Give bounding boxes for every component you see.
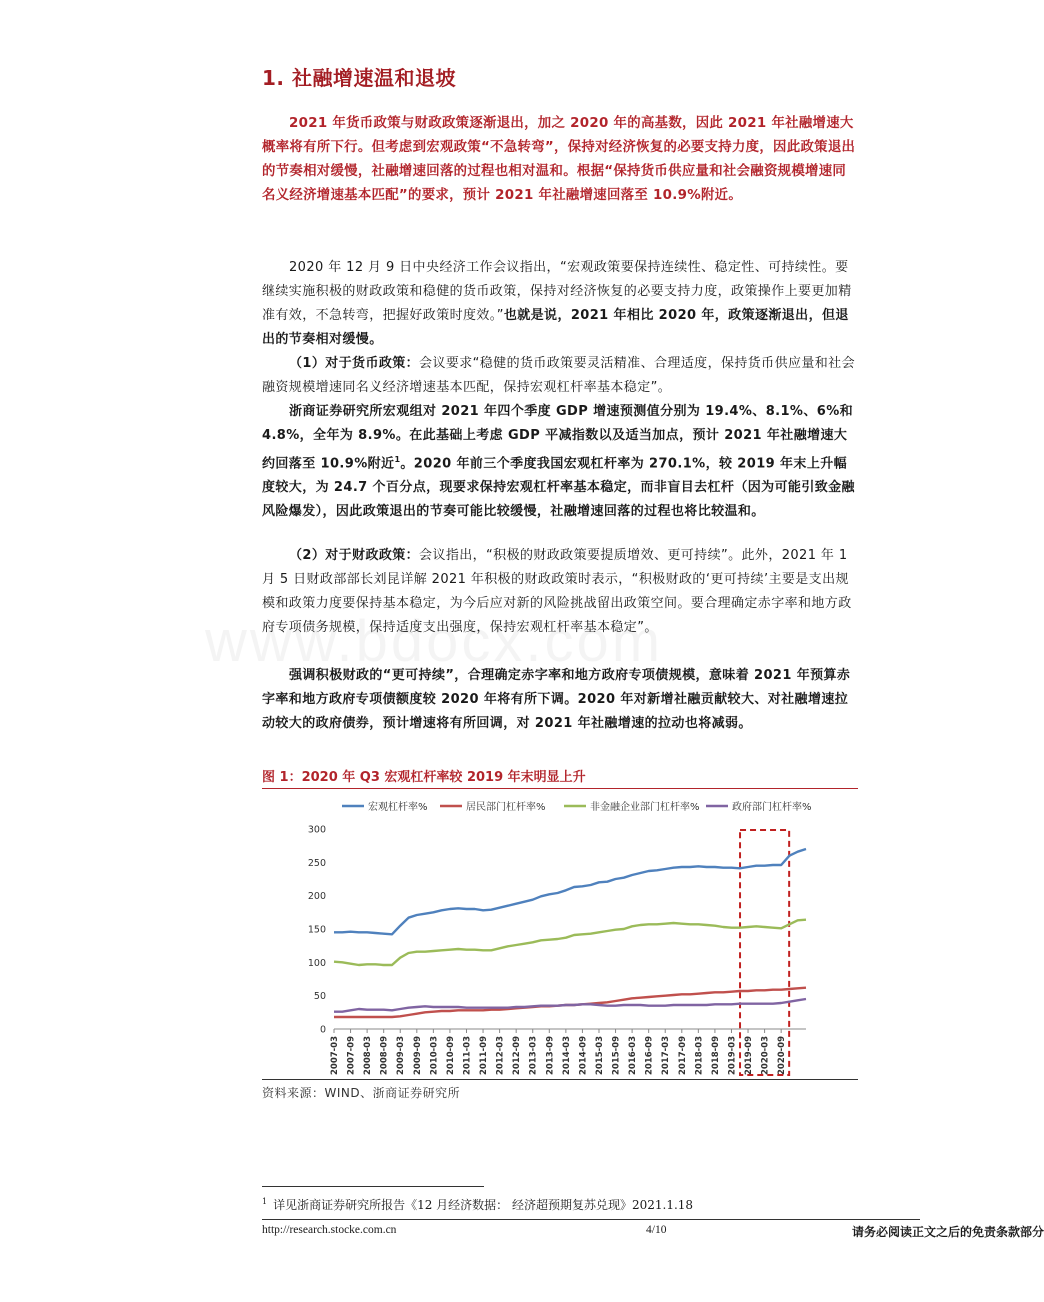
x-tick-label: 2008-03 xyxy=(363,1036,374,1076)
paragraph-1-text: 2020 年 12 月 9 日中央经济工作会议指出，“宏观政策要保持连续性、稳定性、可持续性。要继续实施积极的财政政策和稳健的货币政策，保持对经济恢复的必要支持力度，政策操作上要更加精准有效，不急转弯，把握好政策时度效。” xyxy=(262,260,852,323)
y-tick-label: 250 xyxy=(307,857,326,869)
paragraph-4-label: （2）对于财政政策： xyxy=(289,548,420,563)
x-tick-label: 2009-03 xyxy=(396,1036,407,1076)
footnote-rule xyxy=(262,1186,484,1187)
page-number: 4/10 xyxy=(646,1224,667,1236)
footer-url[interactable]: http://research.stocke.com.cn xyxy=(262,1224,397,1236)
y-tick-label: 150 xyxy=(307,924,326,936)
chart-legend xyxy=(342,800,812,813)
y-tick-label: 0 xyxy=(319,1024,326,1036)
x-tick-label: 2020-09 xyxy=(777,1036,788,1076)
paragraph-3-text-b: 。2020 年前三个季度我国宏观杠杆率为 270.1%，较 2019 年末上升幅度较大，为 24.7 个百分点，现要求保持宏观杠杆率基本稳定，而非盲目去杠杆（因为可能引致金融风险爆发），因此政策退出的节奏可能比较缓慢，社融增速回落的过程也将比较温和。 xyxy=(262,456,855,520)
x-tick-label: 2019-03 xyxy=(727,1036,738,1076)
x-tick-label: 2009-09 xyxy=(412,1036,423,1076)
x-tick-label: 2015-09 xyxy=(611,1036,622,1076)
x-tick-label: 2019-09 xyxy=(744,1036,755,1076)
x-tick-label: 2017-03 xyxy=(661,1036,672,1076)
paragraph-1-bold: 也就是说，2021 年相比 2020 年，政策逐渐退出，但退出的节奏相对缓慢。 xyxy=(262,308,849,347)
x-tick-label: 2014-09 xyxy=(578,1036,589,1076)
paragraph-2-text: 会议要求“稳健的货币政策要灵活精准、合理适度，保持货币供应量和社会融资规模增速同名义经济增速基本匹配，保持宏观杠杆率基本稳定”。 xyxy=(262,356,855,395)
paragraph-2 xyxy=(262,352,858,400)
section-heading: 1. 社融增速温和退坡 xyxy=(262,66,456,90)
series-line-1 xyxy=(334,849,806,934)
figure-bottom-rule xyxy=(262,1079,858,1080)
series-line-3 xyxy=(334,920,806,965)
footnote-text: 详见浙商证券研究所报告《12 月经济数据： 经济超预期复苏兑现》2021.1.18 xyxy=(273,1198,694,1212)
x-tick-label: 2016-03 xyxy=(628,1036,639,1076)
x-tick-label: 2020-03 xyxy=(760,1036,771,1076)
y-tick-label: 100 xyxy=(307,957,326,969)
source-note: 资料来源：WIND、浙商证券研究所 xyxy=(262,1086,461,1100)
legend-label-1: 宏观杠杆率% xyxy=(368,802,428,813)
x-tick-label: 2016-09 xyxy=(644,1036,655,1076)
summary-paragraph: 2021 年货币政策与财政政策逐渐退出，加之 2020 年的高基数，因此 2021 年社融增速大概率将有所下行。但考虑到宏观政策“不急转弯”，保持对经济恢复的必要支持力度，因此政策退出的节奏相对缓慢，社融增速回落的过程也相对温和。根据“保持货币供应量和社会融资规模增速同名义经济增速基本匹配”的要求，预计 2021 年社融增速回落至 10.9%附近。 xyxy=(262,116,856,203)
paragraph-3-text-a: 浙商证券研究所宏观组对 2021 年四个季度 GDP 增速预测值分别为 19.4%、8.1%、6%和 4.8%，全年为 8.9%。在此基础上考虑 GDP 平减指数以及适当加点，预计 2021 年社融增速大约回落至 10.9%附近 xyxy=(262,404,854,472)
footnote xyxy=(262,1196,693,1213)
footer-rule xyxy=(262,1219,920,1220)
x-tick-label: 2007-03 xyxy=(330,1036,340,1076)
x-tick-label: 2007-09 xyxy=(346,1036,357,1076)
paragraph-4-text: 会议指出，“积极的财政政策要提质增效、更可持续”。此外，2021 年 1 月 5 日财政部部长刘昆详解 2021 年积极的财政政策时表示，“积极财政的‘更可持续’主要是支出规模和政策力度要保持基本稳定，为今后应对新的风险挑战留出政策空间。要合理确定赤字率和地方政府专项债务规模，保持适度支出强度，保持宏观杠杆率基本稳定”。 xyxy=(262,548,852,635)
chart-axes xyxy=(308,825,806,1076)
paragraph-5: 强调积极财政的“更可持续”，合理确定赤字率和地方政府专项债规模，意味着 2021 年预算赤字率和地方政府专项债额度较 2020 年将有所下调。2020 年对新增社融贡献较大、对社融增速拉动较大的政府债券，预计增速将有所回调，对 2021 年社融增速的拉动也将减弱。 xyxy=(262,668,851,731)
footnote-ref[interactable]: 1 xyxy=(394,455,401,464)
x-tick-label: 2015-03 xyxy=(594,1036,605,1076)
x-tick-label: 2011-09 xyxy=(479,1036,490,1076)
y-tick-label: 300 xyxy=(307,824,326,836)
paragraph-4 xyxy=(262,544,858,640)
x-tick-label: 2008-09 xyxy=(379,1036,390,1076)
x-tick-label: 2018-03 xyxy=(694,1036,705,1076)
x-tick-label: 2017-09 xyxy=(677,1036,688,1076)
x-tick-label: 2013-09 xyxy=(545,1036,556,1076)
x-tick-label: 2018-09 xyxy=(710,1036,721,1076)
legend-label-4: 政府部门杠杆率% xyxy=(732,802,812,813)
paragraph-2-label: （1）对于货币政策： xyxy=(289,356,420,371)
footer-disclaimer: 请务必阅读正文之后的免责条款部分 xyxy=(852,1225,1044,1239)
figure-top-rule xyxy=(262,788,858,789)
x-tick-label: 2010-09 xyxy=(445,1036,456,1076)
x-tick-label: 2011-03 xyxy=(462,1036,473,1076)
x-tick-label: 2010-03 xyxy=(429,1036,440,1076)
paragraph-3 xyxy=(262,400,858,524)
footnote-number: 1 xyxy=(262,1197,268,1206)
x-tick-label: 2012-09 xyxy=(512,1036,523,1076)
paragraph-1 xyxy=(262,256,858,352)
x-tick-label: 2013-03 xyxy=(528,1036,539,1076)
x-tick-label: 2012-03 xyxy=(495,1036,506,1076)
figure-title: 图 1：2020 年 Q3 宏观杠杆率较 2019 年末明显上升 xyxy=(262,770,586,785)
y-tick-label: 200 xyxy=(307,891,326,903)
legend-label-3: 非金融企业部门杠杆率% xyxy=(590,802,700,813)
chart-lines xyxy=(334,849,806,1017)
series-line-2 xyxy=(334,988,806,1017)
legend-label-2: 居民部门杠杆率% xyxy=(466,802,546,813)
series-line-4 xyxy=(334,999,806,1012)
y-tick-label: 50 xyxy=(313,991,326,1003)
x-tick-label: 2014-03 xyxy=(561,1036,572,1076)
leverage-chart xyxy=(262,790,858,1078)
